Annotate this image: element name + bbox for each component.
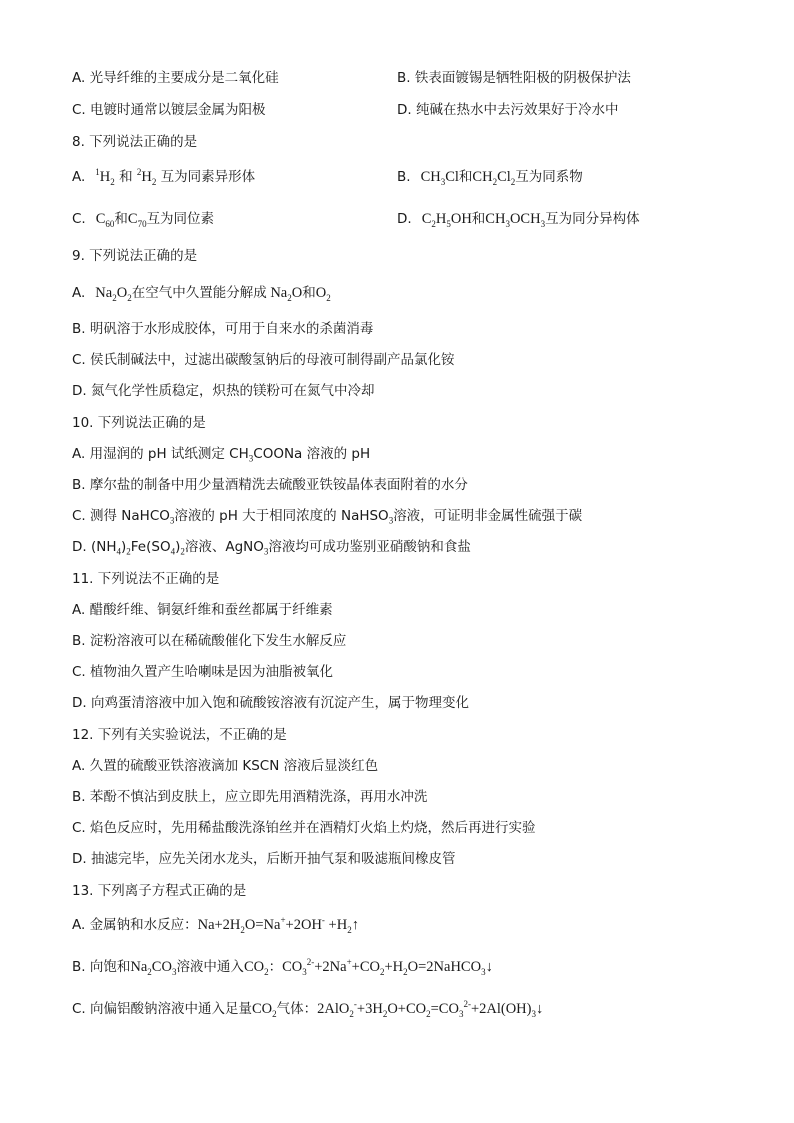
- q12-option-a: A. 久置的硫酸亚铁溶液滴加 KSCN 溶液后显淡红色: [72, 758, 379, 774]
- q13-option-a: A. 金属钠和水反应：$Na+2H_2O=Na^++2OH^-$ $+H_2↑$: [72, 915, 359, 935]
- q7-option-a: A. 光导纤维的主要成分是二氧化硅: [72, 70, 279, 86]
- q10-option-c: C. 测得 NaHCO$_3$溶液的 pH 大于相同浓度的 NaHSO$_3$溶液，可证明非金属性硫强于碳: [72, 508, 583, 526]
- q7-option-c: C. 电镀时通常以镀层金属为阳极: [72, 102, 266, 118]
- q11-stem: 11. 下列说法不正确的是: [72, 571, 220, 587]
- q9-option-b: B. 明矾溶于水形成胶体，可用于自来水的杀菌消毒: [72, 321, 374, 337]
- q7-option-b: B. 铁表面镀锡是牺牲阳极的阴极保护法: [397, 70, 631, 86]
- q8-option-c: C. $C_{60}$和$C_{70}$互为同位素: [72, 211, 215, 229]
- q13-stem: 13. 下列离子方程式正确的是: [72, 883, 247, 899]
- q10-option-b: B. 摩尔盐的制备中用少量酒精洗去硫酸亚铁铵晶体表面附着的水分: [72, 477, 468, 493]
- q10-option-d: D. $(NH_4)_2Fe(SO_4)_2$溶液、AgNO$_3$溶液均可成功鉴别亚硝酸钠和食盐: [72, 539, 471, 557]
- q12-option-d: D. 抽滤完毕，应先关闭水龙头，后断开抽气泵和吸滤瓶间橡皮管: [72, 851, 456, 867]
- q8-stem: 8. 下列说法正确的是: [72, 134, 198, 150]
- q9-stem: 9. 下列说法正确的是: [72, 248, 198, 264]
- q9-option-d: D. 氮气化学性质稳定，炽热的镁粉可在氮气中冷却: [72, 383, 375, 399]
- q9-option-c: C. 侯氏制碱法中，过滤出碳酸氢钠后的母液可制得副产品氯化铵: [72, 352, 455, 368]
- q11-option-d: D. 向鸡蛋清溶液中加入饱和硫酸铵溶液有沉淀产生，属于物理变化: [72, 695, 469, 711]
- q13-option-c: C. 向偏铝酸钠溶液中通入足量$CO_2$气体：$2AlO_2^-+3H_2O+CO_2=CO_3^{2-}+2Al(OH)_3↓$: [72, 999, 544, 1019]
- q8-option-b: B. $CH_3Cl$和$CH_2Cl_2$互为同系物: [397, 169, 583, 187]
- q12-option-c: C. 焰色反应时，先用稀盐酸洗涤铂丝并在酒精灯火焰上灼烧，然后再进行实验: [72, 820, 536, 836]
- q12-stem: 12. 下列有关实验说法，不正确的是: [72, 727, 287, 743]
- q10-option-a: A. 用湿润的 pH 试纸测定 $CH_3COONa$ 溶液的 pH: [72, 446, 371, 464]
- q8-option-d: D. $C_2H_5OH$和$CH_3OCH_3$互为同分异构体: [397, 211, 640, 229]
- q13-option-b: B. 向饱和$Na_2CO_3$溶液中通入$CO_2$：$CO_3^{2-}+2Na^++CO_2+H_2O=2NaHCO_3↓$: [72, 957, 493, 977]
- q11-option-c: C. 植物油久置产生哈喇味是因为油脂被氧化: [72, 664, 334, 680]
- q12-option-b: B. 苯酚不慎沾到皮肤上，应立即先用酒精洗涤，再用水冲洗: [72, 789, 428, 805]
- q11-option-b: B. 淀粉溶液可以在稀硫酸催化下发生水解反应: [72, 633, 347, 649]
- q9-option-a: A. $Na_2O_2$在空气中久置能分解成 $Na_2O$和$O_2$: [72, 285, 331, 303]
- q7-option-d: D. 纯碱在热水中去污效果好于冷水中: [397, 102, 619, 118]
- q10-stem: 10. 下列说法正确的是: [72, 415, 206, 431]
- q8-option-a: A. $^1H_2$ 和 $^2H_2$ 互为同素异形体: [72, 167, 256, 187]
- q11-option-a: A. 醋酸纤维、铜氨纤维和蚕丝都属于纤维素: [72, 602, 333, 618]
